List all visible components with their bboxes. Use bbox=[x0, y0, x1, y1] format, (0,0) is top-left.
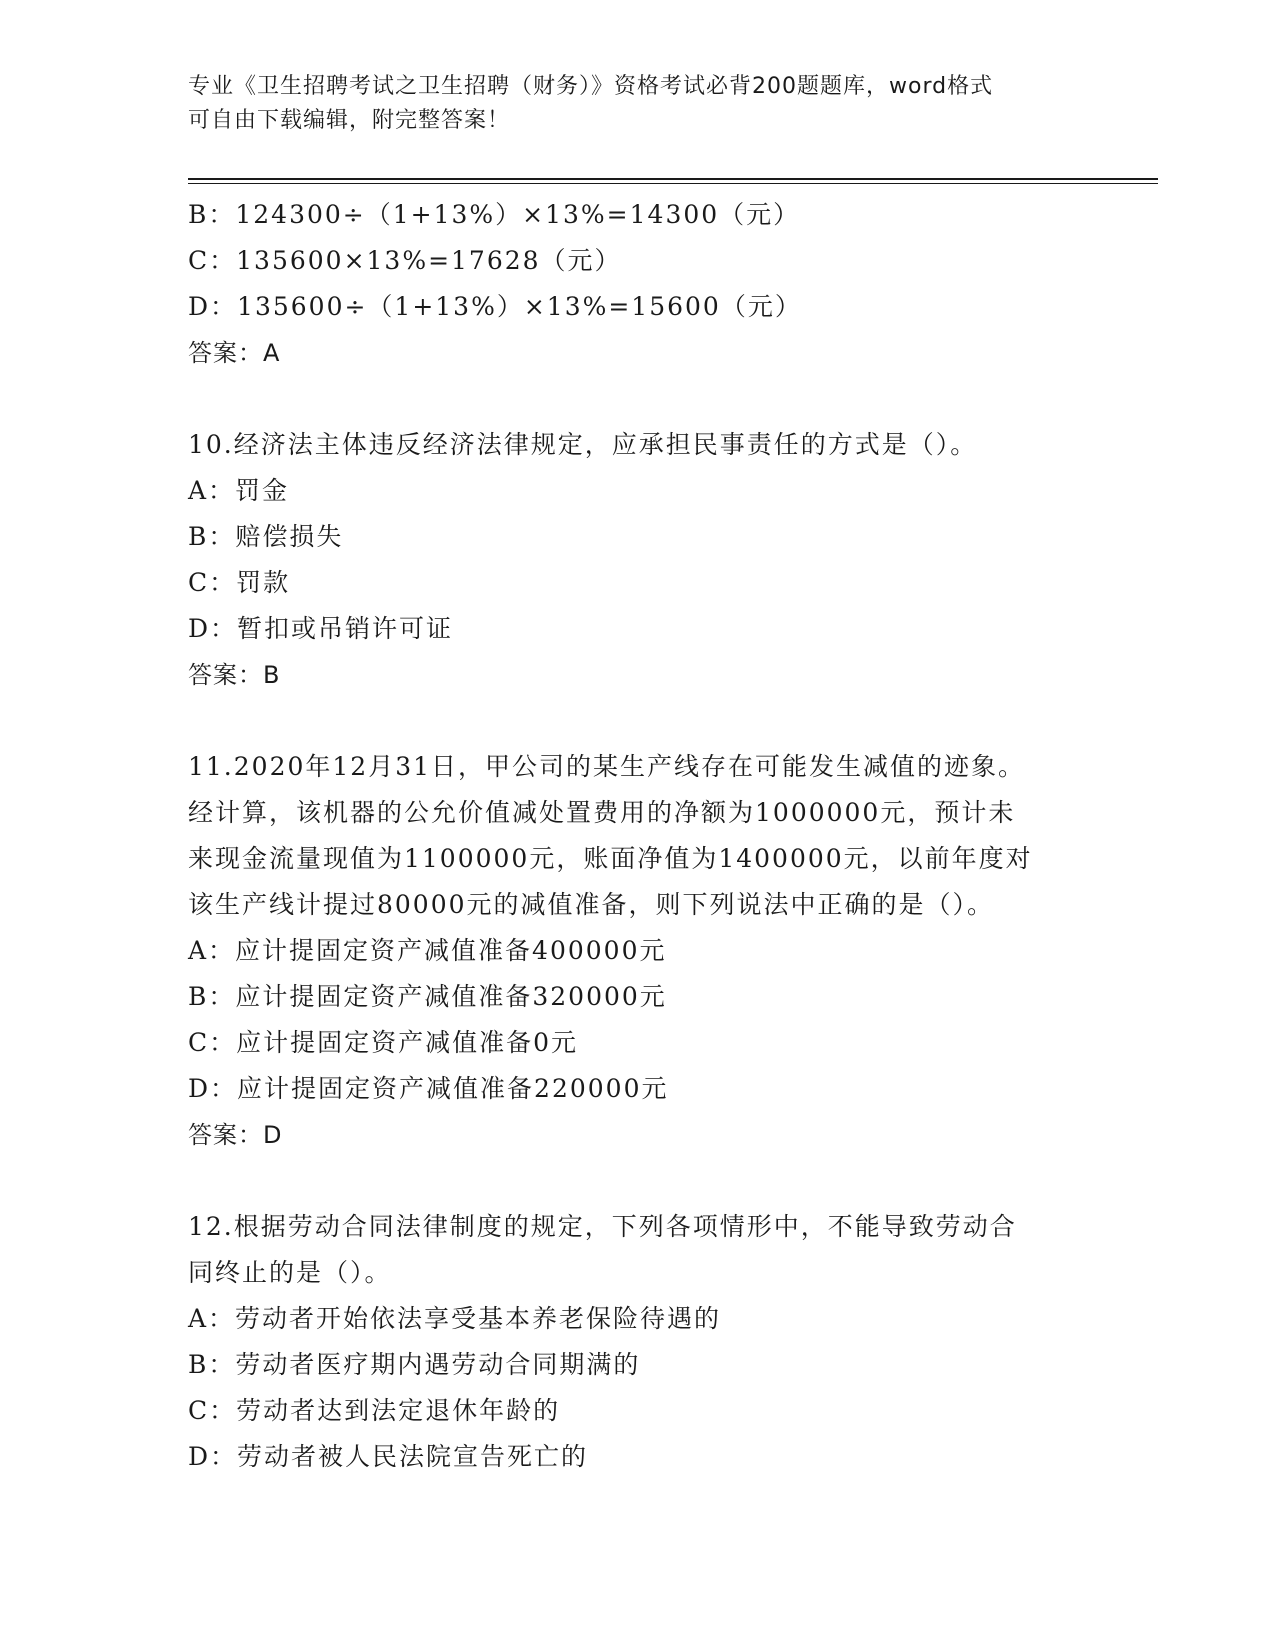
question-list bbox=[188, 192, 1088, 1480]
question-11 bbox=[188, 744, 1088, 1158]
header-divider-thick bbox=[188, 178, 1158, 180]
header-line-1: 专业《卫生招聘考试之卫生招聘（财务）》资格考试必背200题题库，word格式 bbox=[188, 74, 994, 99]
option-a: A：应计提固定资产减值准备400000元 bbox=[188, 936, 667, 965]
spacer bbox=[188, 698, 1088, 744]
option-c: C：135600×13%=17628（元） bbox=[188, 246, 622, 275]
question-12 bbox=[188, 1204, 1088, 1480]
option-b: B：应计提固定资产减值准备320000元 bbox=[188, 982, 667, 1011]
option-c: C：劳动者达到法定退休年龄的 bbox=[188, 1396, 561, 1425]
option-b: B：劳动者医疗期内遇劳动合同期满的 bbox=[188, 1350, 641, 1379]
question-stem-line: 该生产线计提过80000元的减值准备，则下列说法中正确的是（）。 bbox=[188, 890, 995, 919]
document-header bbox=[188, 70, 1088, 138]
option-c: C：应计提固定资产减值准备0元 bbox=[188, 1028, 579, 1057]
question-stem-line: 同终止的是（）。 bbox=[188, 1258, 392, 1287]
option-a: A：罚金 bbox=[188, 476, 290, 505]
question-stem-line: 12.根据劳动合同法律制度的规定，下列各项情形中，不能导致劳动合 bbox=[188, 1212, 1017, 1241]
spacer bbox=[188, 1158, 1088, 1204]
option-a: A：劳动者开始依法享受基本养老保险待遇的 bbox=[188, 1304, 722, 1333]
question-stem-line: 11.2020年12月31日，甲公司的某生产线存在可能发生减值的迹象。 bbox=[188, 752, 1026, 781]
option-c: C：罚款 bbox=[188, 568, 291, 597]
answer: 答案：A bbox=[188, 339, 281, 367]
option-b: B：124300÷（1+13%）×13%=14300（元） bbox=[188, 200, 801, 229]
answer: 答案：D bbox=[188, 1121, 283, 1149]
header-divider-thin bbox=[188, 183, 1158, 184]
question-stem-line: 来现金流量现值为1100000元，账面净值为1400000元，以前年度对 bbox=[188, 844, 1033, 873]
question-stem: 10.经济法主体违反经济法律规定，应承担民事责任的方式是（）。 bbox=[188, 430, 978, 459]
answer: 答案：B bbox=[188, 661, 281, 689]
question-10 bbox=[188, 422, 1088, 698]
question-9 bbox=[188, 192, 1088, 376]
option-d: D：暂扣或吊销许可证 bbox=[188, 614, 454, 643]
option-d: D：应计提固定资产减值准备220000元 bbox=[188, 1074, 669, 1103]
option-b: B：赔偿损失 bbox=[188, 522, 344, 551]
header-line-2: 可自由下载编辑，附完整答案！ bbox=[188, 108, 511, 133]
option-d: D：135600÷（1+13%）×13%=15600（元） bbox=[188, 292, 802, 321]
question-stem-line: 经计算，该机器的公允价值减处置费用的净额为1000000元，预计未 bbox=[188, 798, 1016, 827]
spacer bbox=[188, 376, 1088, 422]
option-d: D：劳动者被人民法院宣告死亡的 bbox=[188, 1442, 589, 1471]
